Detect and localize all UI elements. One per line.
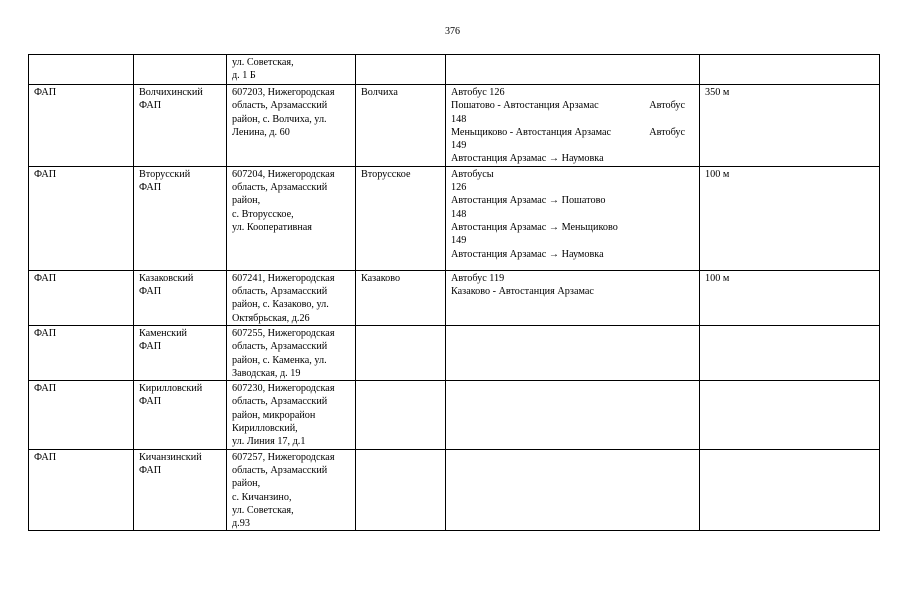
cell-name bbox=[134, 325, 227, 380]
cell-type bbox=[29, 166, 134, 270]
transport-line: 148 bbox=[451, 113, 467, 125]
locality-text: Казаково bbox=[361, 272, 401, 284]
transport-line bbox=[451, 126, 695, 139]
table-row bbox=[29, 325, 880, 380]
cell-distance bbox=[700, 381, 880, 449]
distance-text: 100 м bbox=[705, 168, 730, 180]
cell-name bbox=[134, 381, 227, 449]
facility-name-line: ФАП bbox=[139, 286, 162, 298]
facility-type-text: ФАП bbox=[34, 87, 57, 98]
cell-address bbox=[227, 166, 356, 270]
address-line: область, Арзамасский bbox=[232, 464, 328, 476]
address-line: 607257, Нижегородская bbox=[232, 451, 335, 463]
facility-name-line: Кирилловский bbox=[139, 383, 203, 395]
cell-type bbox=[29, 270, 134, 325]
table-row bbox=[29, 270, 880, 325]
transport-line: Автостанция Арзамас → Пошатово bbox=[451, 195, 606, 207]
transport-line: Автостанция Арзамас → Меньщиково bbox=[451, 221, 618, 233]
address-line: ул. Советская, bbox=[232, 504, 294, 516]
locality-text: Вторусское bbox=[361, 168, 411, 180]
facilities-table bbox=[28, 54, 880, 531]
cell-address bbox=[227, 381, 356, 449]
transport-line bbox=[451, 99, 695, 112]
table-row bbox=[29, 55, 880, 85]
address-line: 607255, Нижегородская bbox=[232, 327, 335, 339]
facility-name-line: Волчихинский bbox=[139, 87, 203, 98]
address-line: 607203, Нижегородская bbox=[232, 87, 335, 98]
address-line: район, bbox=[232, 478, 261, 490]
address-line: 607241, Нижегородская bbox=[232, 272, 335, 284]
cell-name bbox=[134, 85, 227, 167]
address-line: 607230, Нижегородская bbox=[232, 383, 335, 395]
cell-transport bbox=[446, 325, 700, 380]
facility-name-line: Каменский bbox=[139, 327, 187, 339]
cell-address bbox=[227, 85, 356, 167]
facility-name-line: ФАП bbox=[139, 341, 162, 353]
cell-transport bbox=[446, 449, 700, 531]
route-text: Меньщиково - Автостанция Арзамас bbox=[451, 126, 612, 138]
distance-text: 350 м bbox=[705, 87, 730, 98]
cell-distance bbox=[700, 270, 880, 325]
address-line: район, с. Каменка, ул. bbox=[232, 354, 327, 366]
transport-line: Автостанция Арзамас → Наумовка bbox=[451, 153, 604, 165]
cell-locality bbox=[356, 381, 446, 449]
cell-distance bbox=[700, 85, 880, 167]
transport-line: 149 bbox=[451, 235, 467, 247]
cell-address bbox=[227, 270, 356, 325]
address-line: область, Арзамасский bbox=[232, 341, 328, 353]
route-text: Пошатово - Автостанция Арзамас bbox=[451, 100, 599, 112]
transport-line: Автобусы bbox=[451, 168, 494, 180]
address-line: Кирилловский, bbox=[232, 423, 298, 435]
address-line: ул. Линия 17, д.1 bbox=[232, 436, 306, 448]
facility-type-text: ФАП bbox=[34, 272, 57, 284]
address-line: ул. Кооперативная bbox=[232, 221, 312, 233]
address-line: Ленина, д. 60 bbox=[232, 126, 290, 138]
table-body bbox=[29, 55, 880, 531]
table-row bbox=[29, 449, 880, 531]
cell-transport bbox=[446, 381, 700, 449]
facility-name-line: Вторусский bbox=[139, 168, 191, 180]
address-line: район, микрорайон bbox=[232, 409, 316, 421]
facility-name-line: ФАП bbox=[139, 464, 162, 476]
address-line: 607204, Нижегородская bbox=[232, 168, 335, 180]
address-line: ул. Советская, bbox=[232, 57, 294, 68]
transport-line: 126 bbox=[451, 182, 467, 194]
facility-name-line: ФАП bbox=[139, 396, 162, 408]
facility-name-line: Кичанзинский bbox=[139, 451, 202, 463]
transport-line: Автобус 126 bbox=[451, 87, 505, 98]
transport-line: 149 bbox=[451, 140, 467, 152]
facility-type-text: ФАП bbox=[34, 327, 57, 339]
cell-address bbox=[227, 449, 356, 531]
page-number: 376 bbox=[445, 26, 460, 37]
bus-label: Автобус bbox=[649, 126, 685, 138]
bus-label: Автобус bbox=[649, 100, 685, 112]
cell-type bbox=[29, 449, 134, 531]
cell-locality bbox=[356, 270, 446, 325]
address-line: с. Кичанзино, bbox=[232, 491, 292, 503]
address-line: область, Арзамасский bbox=[232, 182, 328, 194]
cell-distance bbox=[700, 325, 880, 380]
address-line: Заводская, д. 19 bbox=[232, 367, 301, 379]
address-line: д. 1 Б bbox=[232, 70, 256, 82]
cell-name bbox=[134, 270, 227, 325]
cell-locality bbox=[356, 55, 446, 85]
cell-transport bbox=[446, 270, 700, 325]
table-row bbox=[29, 166, 880, 270]
cell-name bbox=[134, 166, 227, 270]
cell-transport bbox=[446, 166, 700, 270]
facility-type-text: ФАП bbox=[34, 168, 57, 180]
cell-name bbox=[134, 449, 227, 531]
cell-locality bbox=[356, 166, 446, 270]
facility-type-text: ФАП bbox=[34, 451, 57, 463]
cell-distance bbox=[700, 166, 880, 270]
cell-address bbox=[227, 325, 356, 380]
address-line: район, с. Казаково, ул. bbox=[232, 299, 329, 311]
facility-name-line: ФАП bbox=[139, 182, 162, 194]
address-line: область, Арзамасский bbox=[232, 100, 328, 112]
distance-text: 100 м bbox=[705, 272, 730, 284]
address-line: с. Вторусское, bbox=[232, 208, 294, 220]
transport-line: 148 bbox=[451, 208, 467, 220]
address-line: район, bbox=[232, 195, 261, 207]
cell-transport bbox=[446, 85, 700, 167]
cell-type bbox=[29, 325, 134, 380]
address-line: область, Арзамасский bbox=[232, 396, 328, 408]
locality-text: Волчиха bbox=[361, 87, 398, 98]
cell-name bbox=[134, 55, 227, 85]
cell-distance bbox=[700, 55, 880, 85]
cell-type bbox=[29, 55, 134, 85]
cell-type bbox=[29, 381, 134, 449]
cell-locality bbox=[356, 325, 446, 380]
transport-line: Автобус 119 bbox=[451, 272, 505, 284]
cell-address bbox=[227, 55, 356, 85]
address-line: д.93 bbox=[232, 518, 250, 530]
address-line: Октябрьская, д.26 bbox=[232, 312, 310, 324]
transport-line: Автостанция Арзамас → Наумовка bbox=[451, 248, 604, 260]
cell-locality bbox=[356, 85, 446, 167]
table-row bbox=[29, 85, 880, 167]
facility-type-text: ФАП bbox=[34, 383, 57, 395]
cell-transport bbox=[446, 55, 700, 85]
facility-name-line: Казаковский bbox=[139, 272, 194, 284]
cell-type bbox=[29, 85, 134, 167]
address-line: область, Арзамасский bbox=[232, 286, 328, 298]
cell-locality bbox=[356, 449, 446, 531]
facility-name-line: ФАП bbox=[139, 100, 162, 112]
cell-distance bbox=[700, 449, 880, 531]
transport-line: Казаково - Автостанция Арзамас bbox=[451, 286, 594, 298]
address-line: район, с. Волчиха, ул. bbox=[232, 113, 327, 125]
table-row bbox=[29, 381, 880, 449]
